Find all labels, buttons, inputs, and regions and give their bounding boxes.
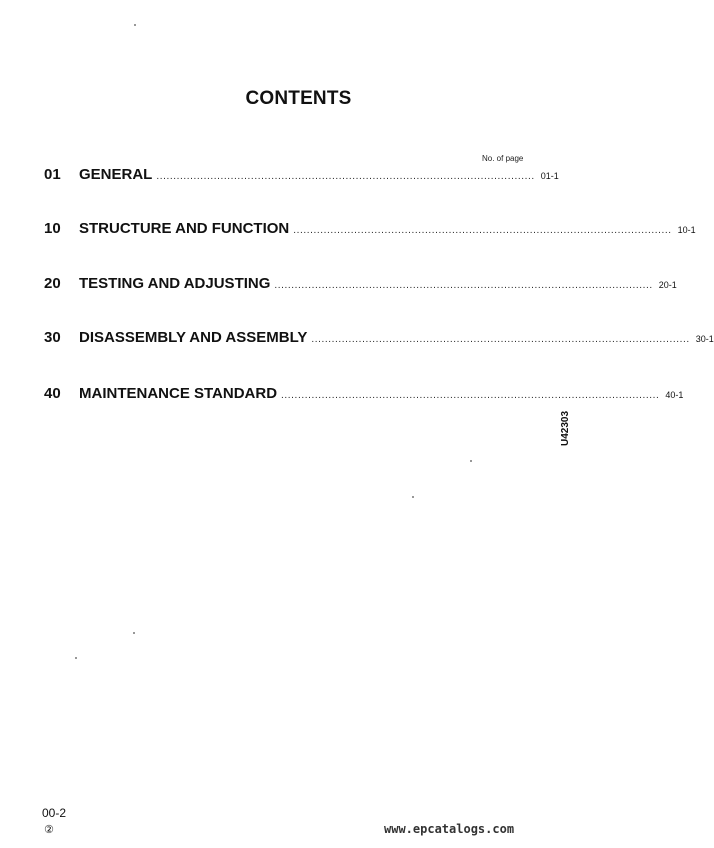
toc-row-general[interactable] [44, 166, 559, 186]
page-number: 00-2 [42, 806, 67, 820]
toc-row-disassembly-and-assembly[interactable] [44, 329, 714, 349]
toc-leader-dots: ................................................................................................................ [293, 225, 672, 236]
scan-speck [470, 460, 472, 462]
toc-row-structure-and-function[interactable] [44, 220, 696, 240]
revision-mark: ② [44, 824, 54, 836]
toc-title: GENERAL [79, 166, 153, 183]
scan-speck [133, 632, 135, 634]
toc-page: 30-1 [695, 334, 714, 344]
toc-title: STRUCTURE AND FUNCTION [79, 220, 290, 237]
toc-number: 01 [44, 166, 61, 183]
toc-row-maintenance-standard[interactable] [44, 385, 684, 405]
document-code: U42303 [560, 410, 571, 446]
toc-number: 30 [44, 329, 61, 346]
toc-page: 01-1 [540, 171, 559, 181]
toc-number: 10 [44, 220, 61, 237]
scan-speck [412, 496, 414, 498]
scan-speck [134, 24, 136, 26]
toc-page: 20-1 [658, 280, 677, 290]
toc-row-testing-and-adjusting[interactable] [44, 275, 677, 295]
watermark: www.epcatalogs.com [384, 822, 515, 836]
toc-leader-dots: ................................................................................................................ [311, 334, 690, 345]
toc-leader-dots: ................................................................................................................ [274, 280, 653, 291]
page-title: CONTENTS [245, 88, 352, 109]
toc-leader-dots: ................................................................................................................ [156, 171, 535, 182]
toc-number: 40 [44, 385, 61, 402]
toc-page: 40-1 [665, 390, 684, 400]
page-column-header: No. of page [482, 154, 524, 163]
toc-leader-dots: ................................................................................................................ [281, 390, 660, 401]
toc-title: DISASSEMBLY AND ASSEMBLY [79, 329, 308, 346]
toc-number: 20 [44, 275, 61, 292]
toc-title: TESTING AND ADJUSTING [79, 275, 271, 292]
toc-page: 10-1 [677, 225, 696, 235]
toc-title: MAINTENANCE STANDARD [79, 385, 278, 402]
scan-speck [75, 657, 77, 659]
